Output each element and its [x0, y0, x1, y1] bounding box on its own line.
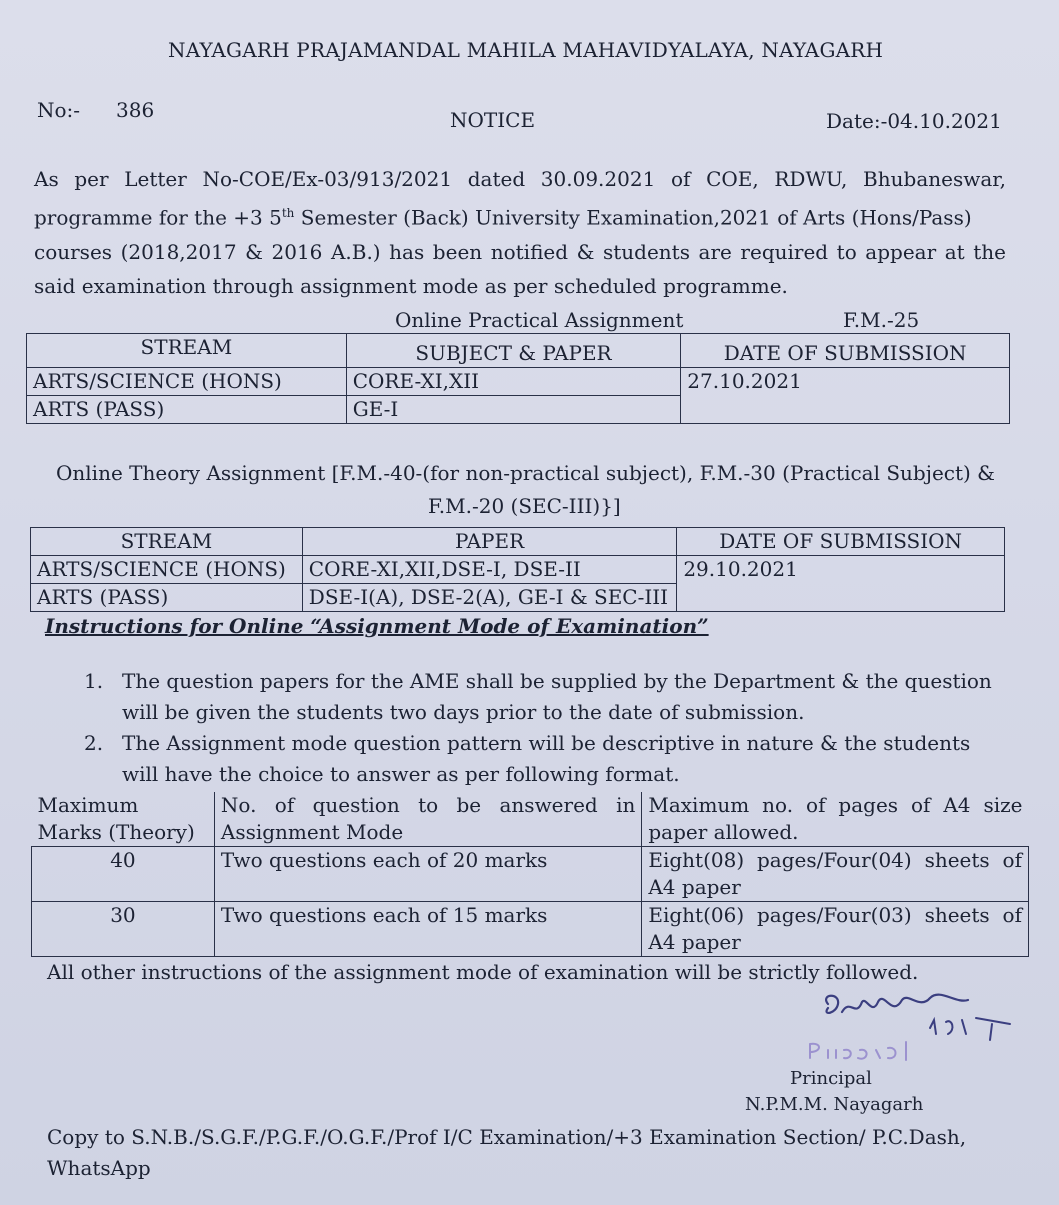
instructions-list	[84, 666, 1004, 790]
header-marks: Maximum Marks (Theory)	[32, 792, 215, 847]
header-date: DATE OF SUBMISSION	[677, 528, 1005, 556]
header-questions: No. of question to be answered in Assignment Mode	[214, 792, 641, 847]
table-row	[27, 368, 1010, 396]
theory-caption-continued: F.M.-20 (SEC-III)}]	[428, 494, 621, 518]
intro-line: programme for the +3 5th Semester (Back) University Examination,2021 of Arts (Hons/Pass)	[34, 205, 972, 230]
cell-marks: 40	[32, 847, 215, 902]
notice-date: Date:-04.10.2021	[826, 109, 1002, 133]
notice-heading: NOTICE	[450, 108, 536, 132]
cell-questions: Two questions each of 20 marks	[214, 847, 641, 902]
format-table	[31, 792, 1029, 957]
table-row	[32, 847, 1029, 902]
cell-stream: ARTS (PASS)	[31, 584, 303, 612]
practical-caption: Online Practical Assignment	[395, 308, 684, 332]
table-header-row	[27, 334, 1010, 368]
cell-pages: Eight(08) pages/Four(04) sheets of A4 paper	[642, 847, 1029, 902]
intro-line: said examination through assignment mode as per scheduled programme.	[34, 273, 788, 298]
footer-note: All other instructions of the assignment mode of examination will be strictly followed.	[47, 960, 919, 984]
cell-subject: GE-I	[346, 396, 681, 424]
cell-stream: ARTS (PASS)	[27, 396, 347, 424]
header-stream: STREAM	[27, 334, 347, 368]
seal-principal: Principal	[790, 1068, 872, 1089]
table-row	[31, 556, 1005, 584]
header-date: DATE OF SUBMISSION	[681, 334, 1010, 368]
list-item: 2. The Assignment mode question pattern will be descriptive in nature & the students will have the choice to answer as per following format.	[84, 731, 971, 786]
copy-to-continued: WhatsApp	[47, 1156, 151, 1180]
cell-subject: CORE-XI,XII	[346, 368, 681, 396]
theory-table	[30, 527, 1005, 612]
cell-paper: DSE-I(A), DSE-2(A), GE-I & SEC-III	[302, 584, 677, 612]
notice-number: 386	[116, 98, 155, 122]
intro-line: courses (2018,2017 & 2016 A.B.) has been notified & students are required to appear at the	[34, 239, 1006, 264]
cell-questions: Two questions each of 15 marks	[214, 902, 641, 957]
table-header-row	[32, 792, 1029, 847]
cell-date: 29.10.2021	[677, 556, 1005, 612]
cell-stream: ARTS/SCIENCE (HONS)	[27, 368, 347, 396]
cell-marks: 30	[32, 902, 215, 957]
practical-table	[26, 333, 1010, 424]
instructions-title: Instructions for Online “Assignment Mode of Examination”	[45, 614, 709, 638]
theory-caption: Online Theory Assignment [F.M.-40-(for non-practical subject), F.M.-30 (Practical Subject) &	[56, 461, 995, 485]
practical-full-marks: F.M.-25	[843, 308, 920, 332]
cell-pages: Eight(06) pages/Four(03) sheets of A4 paper	[642, 902, 1029, 957]
header-subject: SUBJECT & PAPER	[346, 334, 681, 368]
header-pages: Maximum no. of pages of A4 size paper allowed.	[642, 792, 1029, 847]
cell-paper: CORE-XI,XII,DSE-I, DSE-II	[302, 556, 677, 584]
intro-paragraph	[34, 162, 1006, 303]
table-header-row	[31, 528, 1005, 556]
seal-college: N.P.M.M. Nayagarh	[745, 1094, 924, 1115]
intro-line: As per Letter No-COE/Ex-03/913/2021 dated 30.09.2021 of COE, RDWU, Bhubaneswar,	[34, 167, 1006, 191]
table-row	[32, 902, 1029, 957]
header-stream: STREAM	[31, 528, 303, 556]
header-paper: PAPER	[302, 528, 677, 556]
cell-date: 27.10.2021	[681, 368, 1010, 424]
cell-stream: ARTS/SCIENCE (HONS)	[31, 556, 303, 584]
notice-number-label: No:-	[37, 98, 81, 122]
copy-to: Copy to S.N.B./S.G.F./P.G.F./O.G.F./Prof I/C Examination/+3 Examination Section/ P.C.Dash,	[47, 1125, 967, 1149]
college-title: NAYAGARH PRAJAMANDAL MAHILA MAHAVIDYALAYA, NAYAGARH	[168, 38, 884, 62]
principal-signature	[780, 990, 1040, 1080]
list-item: 1. The question papers for the AME shall be supplied by the Department & the question will be given the students two days prior to the date of submission.	[84, 669, 992, 724]
